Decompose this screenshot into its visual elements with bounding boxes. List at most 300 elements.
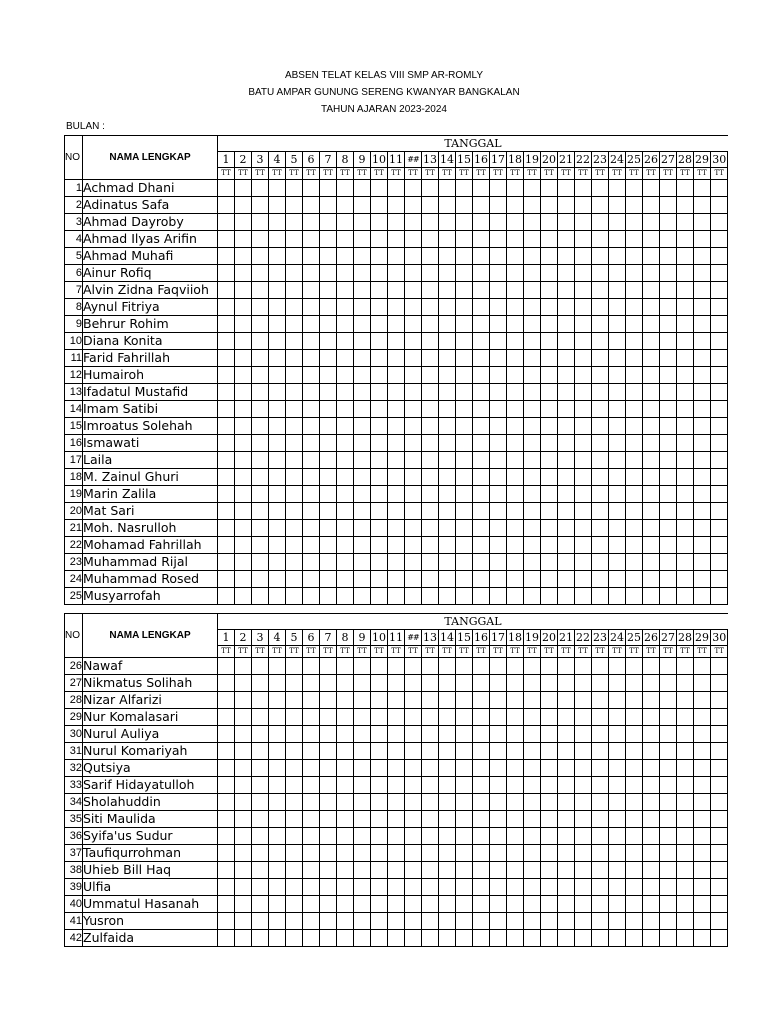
attendance-cell[interactable] [303,879,320,896]
attendance-cell[interactable] [456,794,473,811]
attendance-cell[interactable] [660,418,677,435]
attendance-cell[interactable] [473,588,490,605]
attendance-cell[interactable] [456,760,473,777]
attendance-cell[interactable] [677,692,694,709]
attendance-cell[interactable] [541,828,558,845]
attendance-cell[interactable] [286,554,303,571]
attendance-cell[interactable] [235,282,252,299]
attendance-cell[interactable] [643,777,660,794]
attendance-cell[interactable] [286,571,303,588]
attendance-cell[interactable] [269,896,286,913]
attendance-cell[interactable] [371,658,388,675]
attendance-cell[interactable] [337,588,354,605]
attendance-cell[interactable] [405,231,422,248]
attendance-cell[interactable] [269,282,286,299]
attendance-cell[interactable] [456,333,473,350]
attendance-cell[interactable] [490,537,507,554]
attendance-cell[interactable] [490,811,507,828]
attendance-cell[interactable] [575,418,592,435]
attendance-cell[interactable] [371,299,388,316]
attendance-cell[interactable] [609,418,626,435]
attendance-cell[interactable] [473,333,490,350]
attendance-cell[interactable] [677,350,694,367]
attendance-cell[interactable] [371,265,388,282]
attendance-cell[interactable] [388,692,405,709]
attendance-cell[interactable] [337,435,354,452]
attendance-cell[interactable] [575,180,592,197]
attendance-cell[interactable] [711,469,728,486]
attendance-cell[interactable] [337,282,354,299]
attendance-cell[interactable] [252,794,269,811]
attendance-cell[interactable] [303,913,320,930]
attendance-cell[interactable] [337,760,354,777]
attendance-cell[interactable] [490,316,507,333]
attendance-cell[interactable] [269,265,286,282]
attendance-cell[interactable] [354,828,371,845]
attendance-cell[interactable] [269,435,286,452]
attendance-cell[interactable] [218,537,235,554]
attendance-cell[interactable] [235,692,252,709]
attendance-cell[interactable] [660,401,677,418]
attendance-cell[interactable] [252,316,269,333]
attendance-cell[interactable] [235,777,252,794]
attendance-cell[interactable] [626,930,643,947]
attendance-cell[interactable] [592,520,609,537]
attendance-cell[interactable] [660,333,677,350]
attendance-cell[interactable] [269,384,286,401]
attendance-cell[interactable] [575,520,592,537]
attendance-cell[interactable] [286,333,303,350]
attendance-cell[interactable] [218,913,235,930]
attendance-cell[interactable] [354,554,371,571]
attendance-cell[interactable] [371,845,388,862]
attendance-cell[interactable] [558,658,575,675]
attendance-cell[interactable] [337,658,354,675]
attendance-cell[interactable] [660,828,677,845]
attendance-cell[interactable] [541,282,558,299]
attendance-cell[interactable] [439,435,456,452]
attendance-cell[interactable] [337,794,354,811]
attendance-cell[interactable] [405,316,422,333]
attendance-cell[interactable] [269,214,286,231]
attendance-cell[interactable] [269,658,286,675]
attendance-cell[interactable] [439,231,456,248]
attendance-cell[interactable] [490,658,507,675]
attendance-cell[interactable] [609,896,626,913]
attendance-cell[interactable] [337,520,354,537]
attendance-cell[interactable] [218,435,235,452]
attendance-cell[interactable] [388,469,405,486]
attendance-cell[interactable] [660,554,677,571]
attendance-cell[interactable] [507,520,524,537]
attendance-cell[interactable] [507,401,524,418]
attendance-cell[interactable] [354,231,371,248]
attendance-cell[interactable] [473,401,490,418]
attendance-cell[interactable] [558,418,575,435]
attendance-cell[interactable] [507,469,524,486]
attendance-cell[interactable] [286,316,303,333]
attendance-cell[interactable] [694,367,711,384]
attendance-cell[interactable] [541,845,558,862]
attendance-cell[interactable] [711,367,728,384]
attendance-cell[interactable] [575,197,592,214]
attendance-cell[interactable] [422,503,439,520]
attendance-cell[interactable] [337,384,354,401]
attendance-cell[interactable] [235,248,252,265]
attendance-cell[interactable] [609,537,626,554]
attendance-cell[interactable] [303,845,320,862]
attendance-cell[interactable] [286,469,303,486]
attendance-cell[interactable] [643,214,660,231]
attendance-cell[interactable] [337,367,354,384]
attendance-cell[interactable] [269,726,286,743]
attendance-cell[interactable] [490,930,507,947]
attendance-cell[interactable] [354,486,371,503]
attendance-cell[interactable] [439,214,456,231]
attendance-cell[interactable] [218,418,235,435]
attendance-cell[interactable] [524,486,541,503]
attendance-cell[interactable] [626,367,643,384]
attendance-cell[interactable] [592,879,609,896]
attendance-cell[interactable] [388,588,405,605]
attendance-cell[interactable] [592,469,609,486]
attendance-cell[interactable] [371,282,388,299]
attendance-cell[interactable] [252,282,269,299]
attendance-cell[interactable] [694,537,711,554]
attendance-cell[interactable] [422,828,439,845]
attendance-cell[interactable] [320,469,337,486]
attendance-cell[interactable] [609,231,626,248]
attendance-cell[interactable] [286,675,303,692]
attendance-cell[interactable] [320,282,337,299]
attendance-cell[interactable] [388,503,405,520]
attendance-cell[interactable] [592,930,609,947]
attendance-cell[interactable] [320,537,337,554]
attendance-cell[interactable] [439,197,456,214]
attendance-cell[interactable] [592,384,609,401]
attendance-cell[interactable] [235,384,252,401]
attendance-cell[interactable] [524,503,541,520]
attendance-cell[interactable] [320,384,337,401]
attendance-cell[interactable] [439,777,456,794]
attendance-cell[interactable] [405,760,422,777]
attendance-cell[interactable] [592,828,609,845]
attendance-cell[interactable] [303,726,320,743]
attendance-cell[interactable] [711,588,728,605]
attendance-cell[interactable] [558,452,575,469]
attendance-cell[interactable] [303,794,320,811]
attendance-cell[interactable] [303,299,320,316]
attendance-cell[interactable] [354,435,371,452]
attendance-cell[interactable] [524,879,541,896]
attendance-cell[interactable] [694,316,711,333]
attendance-cell[interactable] [626,486,643,503]
attendance-cell[interactable] [235,333,252,350]
attendance-cell[interactable] [303,760,320,777]
attendance-cell[interactable] [405,811,422,828]
attendance-cell[interactable] [286,658,303,675]
attendance-cell[interactable] [507,265,524,282]
attendance-cell[interactable] [422,316,439,333]
attendance-cell[interactable] [643,486,660,503]
attendance-cell[interactable] [371,930,388,947]
attendance-cell[interactable] [507,231,524,248]
attendance-cell[interactable] [269,879,286,896]
attendance-cell[interactable] [269,486,286,503]
attendance-cell[interactable] [575,316,592,333]
attendance-cell[interactable] [388,913,405,930]
attendance-cell[interactable] [337,537,354,554]
attendance-cell[interactable] [473,692,490,709]
attendance-cell[interactable] [711,401,728,418]
attendance-cell[interactable] [677,845,694,862]
attendance-cell[interactable] [677,675,694,692]
attendance-cell[interactable] [490,486,507,503]
attendance-cell[interactable] [643,794,660,811]
attendance-cell[interactable] [422,794,439,811]
attendance-cell[interactable] [660,350,677,367]
attendance-cell[interactable] [354,794,371,811]
attendance-cell[interactable] [388,435,405,452]
attendance-cell[interactable] [422,658,439,675]
attendance-cell[interactable] [473,248,490,265]
attendance-cell[interactable] [218,554,235,571]
attendance-cell[interactable] [541,675,558,692]
attendance-cell[interactable] [303,503,320,520]
attendance-cell[interactable] [269,520,286,537]
attendance-cell[interactable] [643,554,660,571]
attendance-cell[interactable] [235,486,252,503]
attendance-cell[interactable] [541,180,558,197]
attendance-cell[interactable] [677,469,694,486]
attendance-cell[interactable] [337,299,354,316]
attendance-cell[interactable] [252,452,269,469]
attendance-cell[interactable] [371,248,388,265]
attendance-cell[interactable] [422,350,439,367]
attendance-cell[interactable] [456,486,473,503]
attendance-cell[interactable] [405,537,422,554]
attendance-cell[interactable] [541,811,558,828]
attendance-cell[interactable] [218,743,235,760]
attendance-cell[interactable] [541,299,558,316]
attendance-cell[interactable] [592,743,609,760]
attendance-cell[interactable] [626,896,643,913]
attendance-cell[interactable] [660,469,677,486]
attendance-cell[interactable] [541,571,558,588]
attendance-cell[interactable] [609,197,626,214]
attendance-cell[interactable] [541,588,558,605]
attendance-cell[interactable] [252,333,269,350]
attendance-cell[interactable] [371,760,388,777]
attendance-cell[interactable] [626,469,643,486]
attendance-cell[interactable] [286,486,303,503]
attendance-cell[interactable] [235,743,252,760]
attendance-cell[interactable] [218,811,235,828]
attendance-cell[interactable] [235,452,252,469]
attendance-cell[interactable] [218,299,235,316]
attendance-cell[interactable] [371,452,388,469]
attendance-cell[interactable] [269,452,286,469]
attendance-cell[interactable] [541,760,558,777]
attendance-cell[interactable] [303,435,320,452]
attendance-cell[interactable] [524,384,541,401]
attendance-cell[interactable] [711,794,728,811]
attendance-cell[interactable] [711,726,728,743]
attendance-cell[interactable] [235,520,252,537]
attendance-cell[interactable] [439,554,456,571]
attendance-cell[interactable] [439,180,456,197]
attendance-cell[interactable] [609,658,626,675]
attendance-cell[interactable] [456,316,473,333]
attendance-cell[interactable] [354,214,371,231]
attendance-cell[interactable] [575,265,592,282]
attendance-cell[interactable] [490,520,507,537]
attendance-cell[interactable] [354,520,371,537]
attendance-cell[interactable] [456,658,473,675]
attendance-cell[interactable] [660,658,677,675]
attendance-cell[interactable] [252,265,269,282]
attendance-cell[interactable] [626,588,643,605]
attendance-cell[interactable] [677,571,694,588]
attendance-cell[interactable] [609,316,626,333]
attendance-cell[interactable] [388,760,405,777]
attendance-cell[interactable] [320,777,337,794]
attendance-cell[interactable] [405,658,422,675]
attendance-cell[interactable] [575,299,592,316]
attendance-cell[interactable] [473,299,490,316]
attendance-cell[interactable] [354,333,371,350]
attendance-cell[interactable] [422,265,439,282]
attendance-cell[interactable] [303,658,320,675]
attendance-cell[interactable] [524,316,541,333]
attendance-cell[interactable] [660,316,677,333]
attendance-cell[interactable] [558,469,575,486]
attendance-cell[interactable] [660,282,677,299]
attendance-cell[interactable] [507,811,524,828]
attendance-cell[interactable] [252,588,269,605]
attendance-cell[interactable] [235,794,252,811]
attendance-cell[interactable] [626,743,643,760]
attendance-cell[interactable] [507,913,524,930]
attendance-cell[interactable] [677,248,694,265]
attendance-cell[interactable] [286,743,303,760]
attendance-cell[interactable] [218,520,235,537]
attendance-cell[interactable] [677,333,694,350]
attendance-cell[interactable] [643,760,660,777]
attendance-cell[interactable] [405,367,422,384]
attendance-cell[interactable] [660,571,677,588]
attendance-cell[interactable] [405,726,422,743]
attendance-cell[interactable] [252,811,269,828]
attendance-cell[interactable] [388,709,405,726]
attendance-cell[interactable] [286,726,303,743]
attendance-cell[interactable] [303,520,320,537]
attendance-cell[interactable] [473,862,490,879]
attendance-cell[interactable] [456,777,473,794]
attendance-cell[interactable] [218,248,235,265]
attendance-cell[interactable] [320,658,337,675]
attendance-cell[interactable] [711,571,728,588]
attendance-cell[interactable] [575,777,592,794]
attendance-cell[interactable] [456,197,473,214]
attendance-cell[interactable] [541,554,558,571]
attendance-cell[interactable] [541,367,558,384]
attendance-cell[interactable] [609,214,626,231]
attendance-cell[interactable] [456,554,473,571]
attendance-cell[interactable] [507,777,524,794]
attendance-cell[interactable] [388,214,405,231]
attendance-cell[interactable] [575,452,592,469]
attendance-cell[interactable] [269,828,286,845]
attendance-cell[interactable] [660,845,677,862]
attendance-cell[interactable] [507,180,524,197]
attendance-cell[interactable] [660,248,677,265]
attendance-cell[interactable] [541,418,558,435]
attendance-cell[interactable] [524,231,541,248]
attendance-cell[interactable] [252,571,269,588]
attendance-cell[interactable] [405,896,422,913]
attendance-cell[interactable] [524,248,541,265]
attendance-cell[interactable] [609,452,626,469]
attendance-cell[interactable] [422,896,439,913]
attendance-cell[interactable] [456,896,473,913]
attendance-cell[interactable] [252,913,269,930]
attendance-cell[interactable] [694,930,711,947]
attendance-cell[interactable] [541,743,558,760]
attendance-cell[interactable] [626,180,643,197]
attendance-cell[interactable] [456,214,473,231]
attendance-cell[interactable] [218,760,235,777]
attendance-cell[interactable] [660,675,677,692]
attendance-cell[interactable] [235,913,252,930]
attendance-cell[interactable] [218,401,235,418]
attendance-cell[interactable] [660,777,677,794]
attendance-cell[interactable] [541,265,558,282]
attendance-cell[interactable] [524,726,541,743]
attendance-cell[interactable] [371,675,388,692]
attendance-cell[interactable] [320,197,337,214]
attendance-cell[interactable] [711,197,728,214]
attendance-cell[interactable] [286,452,303,469]
attendance-cell[interactable] [388,828,405,845]
attendance-cell[interactable] [677,862,694,879]
attendance-cell[interactable] [575,675,592,692]
attendance-cell[interactable] [490,180,507,197]
attendance-cell[interactable] [507,828,524,845]
attendance-cell[interactable] [592,709,609,726]
attendance-cell[interactable] [354,811,371,828]
attendance-cell[interactable] [660,811,677,828]
attendance-cell[interactable] [252,896,269,913]
attendance-cell[interactable] [439,248,456,265]
attendance-cell[interactable] [371,571,388,588]
attendance-cell[interactable] [626,265,643,282]
attendance-cell[interactable] [286,231,303,248]
attendance-cell[interactable] [490,862,507,879]
attendance-cell[interactable] [371,811,388,828]
attendance-cell[interactable] [439,862,456,879]
attendance-cell[interactable] [473,214,490,231]
attendance-cell[interactable] [235,588,252,605]
attendance-cell[interactable] [235,350,252,367]
attendance-cell[interactable] [269,811,286,828]
attendance-cell[interactable] [337,930,354,947]
attendance-cell[interactable] [711,862,728,879]
attendance-cell[interactable] [592,452,609,469]
attendance-cell[interactable] [252,692,269,709]
attendance-cell[interactable] [439,367,456,384]
attendance-cell[interactable] [405,930,422,947]
